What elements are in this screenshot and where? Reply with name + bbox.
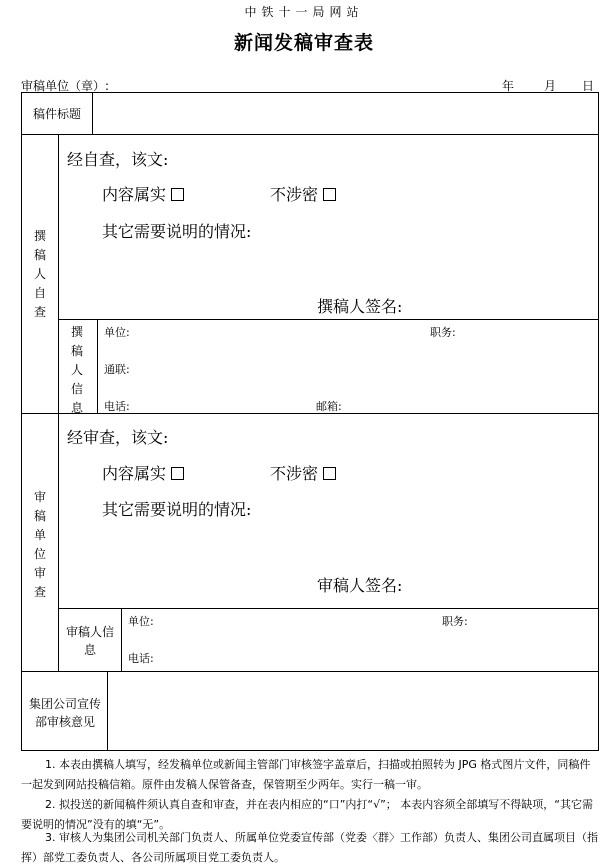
review-option-true-label: 内容属实 [102, 464, 167, 483]
site-name: 中铁十一局网站 [244, 5, 364, 19]
col-divider [58, 134, 59, 671]
author-self-check-label: 撰稿人自查 [33, 229, 46, 319]
reviewer-signature-label: 审稿人签名: [317, 576, 403, 595]
note-2: 2. 拟投送的新闻稿件须认真自查和审查，并在表内相应的“口”内打“√”； 本表内容须全部填写不得缺项，“其它需要说明的情况”没有的填“无”。 [21, 798, 593, 831]
reviewer-phone-label: 电话: [128, 652, 154, 665]
author-other-note: 其它需要说明的情况: [102, 222, 252, 241]
author-check-intro: 经自查，该文: [67, 150, 169, 169]
author-address-label: 通联: [104, 363, 130, 376]
day-label: 日 [582, 79, 595, 93]
col-divider [121, 608, 122, 671]
review-check-intro: 经审查，该文: [67, 428, 169, 447]
manuscript-title-label: 稿件标题 [32, 107, 81, 121]
review-option-secret [270, 461, 336, 484]
group-review-label: 集团公司宣传部审核意见 [28, 697, 101, 729]
author-unit-label: 单位: [104, 326, 130, 339]
author-true-checkbox[interactable] [171, 188, 184, 201]
author-option-true-label: 内容属实 [102, 185, 167, 204]
review-true-checkbox[interactable] [171, 467, 184, 480]
col-divider [92, 93, 93, 134]
reviewer-position-label: 职务: [442, 615, 468, 628]
reviewer-info-label: 审稿人信息 [65, 625, 114, 657]
author-position-label: 职务: [430, 326, 456, 339]
month-label: 月 [544, 79, 557, 93]
author-option-secret [270, 182, 336, 205]
review-secret-checkbox[interactable] [323, 467, 336, 480]
author-signature-label: 撰稿人签名: [317, 297, 403, 316]
form-title: 新闻发稿审查表 [233, 32, 374, 54]
note-3: 3. 审核人为集团公司机关部门负责人、所属单位党委宣传部（党委〈群〉工作部）负责人、集团公司直属项目（指挥）部党工委负责人、各公司所属项目党工委负责人。 [21, 831, 598, 864]
review-option-true [102, 461, 184, 484]
review-unit-check-label: 审稿单位审查 [33, 490, 46, 599]
note-1: 1. 本表由撰稿人填写，经发稿单位或新闻主管部门审核签字盖章后，扫描或拍照转为 JPG 格式图片文件，同稿件一起发到网站投稿信箱。原件由发稿人保管备查，保管期至少两年。实行一稿一审。 [21, 758, 591, 791]
col-divider [107, 671, 108, 750]
year-label: 年 [502, 79, 515, 93]
reviewer-unit-label: 单位: [128, 615, 154, 628]
review-other-note: 其它需要说明的情况: [102, 500, 252, 519]
review-option-secret-label: 不涉密 [270, 464, 319, 483]
row-divider [22, 671, 598, 672]
col-divider [97, 319, 98, 413]
row-divider [22, 134, 598, 135]
author-phone-label: 电话: [104, 400, 130, 413]
author-info-label: 撰稿人信息 [70, 325, 83, 415]
author-option-true [102, 182, 184, 205]
author-secret-checkbox[interactable] [323, 188, 336, 201]
row-divider [58, 319, 598, 320]
author-email-label: 邮箱: [316, 400, 342, 413]
row-divider [58, 608, 598, 609]
review-form-table [21, 92, 599, 751]
author-option-secret-label: 不涉密 [270, 185, 319, 204]
review-unit-label: 审稿单位（章）: [21, 79, 110, 93]
